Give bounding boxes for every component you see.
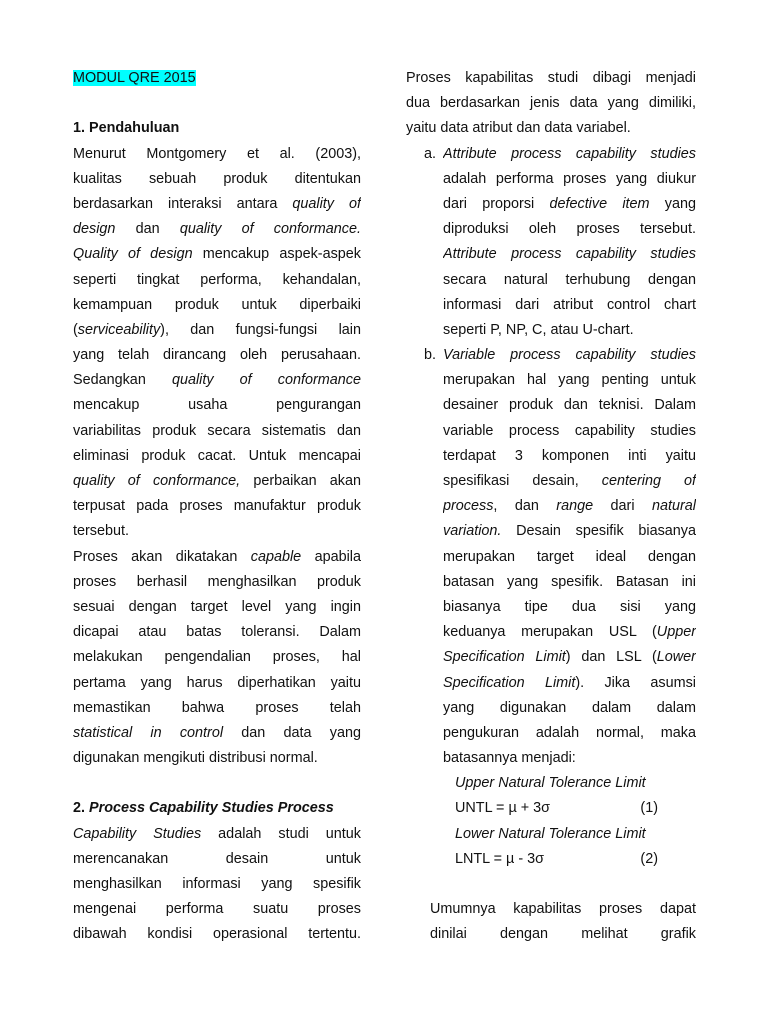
text-line: seperti P, NP, C, atau U-chart. xyxy=(443,321,634,338)
text-line: statistical in control dan data yang xyxy=(73,724,361,741)
italic-term: Specification Limit xyxy=(443,649,566,666)
text-line: Specification Limit). Jika asumsi xyxy=(443,674,696,691)
text-line: Umumnya kapabilitas proses dapat xyxy=(430,901,696,918)
italic-term: natural xyxy=(651,498,696,515)
italic-term: quality of conformance, xyxy=(73,473,241,489)
text-line: memastikan bahwa proses telah xyxy=(73,699,361,716)
text-line: dua berdasarkan jenis data yang dimiliki, xyxy=(406,95,696,112)
section2-heading-title: Process Capability Studies Process xyxy=(89,800,334,817)
section1-heading: 1. Pendahuluan xyxy=(73,120,180,137)
formula-1-number: (1) xyxy=(640,800,658,817)
text-line xyxy=(443,343,696,368)
text-line: variabilitas produk secara sistematis dan xyxy=(73,422,361,439)
italic-term: Quality of design xyxy=(73,246,193,263)
text-line: batasannya menjadi: xyxy=(443,750,576,767)
text-line: batasan yang spesifik. Batasan ini xyxy=(443,573,696,590)
text-line: dinilai dengan melihat grafik xyxy=(430,926,696,943)
italic-term: range xyxy=(556,498,594,515)
text-line: terdapat 3 komponen inti yaitu xyxy=(443,447,696,464)
italic-term: quality of xyxy=(292,195,361,212)
text-line: Proses akan dikatakan capable apabila xyxy=(73,548,361,565)
italic-term: Lower xyxy=(656,649,696,666)
left-column xyxy=(73,66,361,948)
text-line: eliminasi produk cacat. Untuk mencapai xyxy=(73,447,361,464)
formula-2 xyxy=(455,847,696,872)
italic-term: Variable process capability studies xyxy=(443,347,696,364)
text-line: dari proporsi defective item yang xyxy=(443,195,696,212)
text-line: adalah performa proses yang diukur xyxy=(443,170,696,187)
right-column xyxy=(406,66,696,948)
text-line: Sedangkan quality of conformance xyxy=(73,372,361,389)
list-item-a xyxy=(406,142,696,344)
text-line: seperti tingkat performa, kehandalan, xyxy=(73,271,361,288)
text-line: Proses kapabilitas studi dibagi menjadi xyxy=(406,70,696,86)
text-line: menghasilkan informasi yang spesifik xyxy=(73,876,361,892)
section2-heading xyxy=(73,796,361,821)
text-line: kualitas sebuah produk ditentukan xyxy=(73,170,361,187)
italic-term: capable xyxy=(250,548,302,565)
text-line xyxy=(443,242,696,267)
text-line: kemampuan produk untuk diperbaiki xyxy=(73,296,361,313)
formula-2-label: Lower Natural Tolerance Limit xyxy=(455,825,646,842)
text-line: Specification Limit) dan LSL (Lower xyxy=(443,649,696,666)
formula-1-expression: UNTL = µ + 3σ xyxy=(455,800,551,817)
text-line: pengukuran adalah normal, maka xyxy=(443,724,696,741)
italic-term: Specification Limit xyxy=(443,674,576,691)
text-line: diproduksi oleh proses tersebut. xyxy=(443,221,696,238)
text-line: Quality of design mencakup aspek-aspek xyxy=(73,246,361,263)
formula-2-expression: LNTL = µ - 3σ xyxy=(455,850,545,867)
text-line: pertama yang harus diperhatikan yaitu xyxy=(73,674,361,691)
text-line: variation. Desain spesifik biasanya xyxy=(443,523,696,540)
list-marker-b: b. xyxy=(424,347,437,364)
text-line: Capability Studies adalah studi untuk xyxy=(73,825,361,842)
italic-term: Capability Studies xyxy=(73,825,202,842)
text-line: digunakan mengikuti distribusi normal. xyxy=(73,750,318,767)
text-line: (serviceability), dan fungsi-fungsi lain xyxy=(73,321,361,338)
text-line: berdasarkan interaksi antara quality of xyxy=(73,195,361,212)
text-line: keduanya merupakan USL (Upper xyxy=(443,624,696,641)
italic-term: quality of conformance xyxy=(171,372,361,389)
text-line: merupakan hal yang penting untuk xyxy=(443,372,696,389)
module-label: MODUL QRE 2015 xyxy=(73,70,196,86)
italic-term: variation. xyxy=(443,523,502,540)
section2-body xyxy=(73,822,361,948)
text-line: dibawah kondisi operasional tertentu. xyxy=(73,926,361,943)
formula-2-number: (2) xyxy=(640,850,658,867)
formula-1-label: Upper Natural Tolerance Limit xyxy=(455,775,646,792)
text-line: mencakup usaha pengurangan xyxy=(73,397,361,414)
text-line: yang telah dirancang oleh perusahaan. xyxy=(73,347,361,364)
text-line: secara natural terhubung dengan xyxy=(443,271,696,288)
italic-term: centering of xyxy=(601,473,696,489)
text-line: tersebut. xyxy=(73,523,129,540)
text-line: process, dan range dari natural xyxy=(443,498,696,515)
italic-term: process xyxy=(443,498,494,515)
italic-term: statistical in control xyxy=(73,724,224,741)
text-line: sesuai dengan target level yang ingin xyxy=(73,598,361,615)
text-line: desainer produk dan teknisi. Dalam xyxy=(443,397,696,414)
italic-term: design xyxy=(73,221,116,238)
text-line: yaitu data atribut dan data variabel. xyxy=(406,120,631,137)
formula-1 xyxy=(455,796,696,821)
list-item-a-body xyxy=(406,142,696,344)
section2-heading-number: 2. xyxy=(73,800,86,817)
italic-term: Upper xyxy=(656,624,696,641)
italic-term: defective item xyxy=(549,195,650,212)
italic-term: serviceability xyxy=(77,321,161,338)
text-line: biasanya tipe dua sisi yang xyxy=(443,598,696,615)
list-item-b xyxy=(406,343,696,771)
intro-paragraph xyxy=(406,66,696,142)
italic-term: Attribute process capability studies xyxy=(443,145,696,162)
section1-body xyxy=(73,142,361,772)
text-line xyxy=(443,142,696,167)
text-line: spesifikasi desain, centering of xyxy=(443,473,696,489)
text-line: variable process capability studies xyxy=(443,422,696,439)
text-line: design dan quality of conformance. xyxy=(73,221,361,238)
text-line: Menurut Montgomery et al. (2003), xyxy=(73,145,361,162)
italic-term: quality of conformance. xyxy=(179,221,361,238)
text-line: proses berhasil menghasilkan produk xyxy=(73,573,361,590)
text-line: terpusat pada proses manufaktur produk xyxy=(73,498,361,515)
text-line: merencanakan desain untuk xyxy=(73,850,361,867)
text-line: mengenai performa suatu proses xyxy=(73,901,361,918)
text-line: merupakan target ideal dengan xyxy=(443,548,696,565)
closing-paragraph xyxy=(406,897,696,947)
list-marker-a: a. xyxy=(424,145,437,162)
text-line: yang digunakan dalam dalam xyxy=(443,699,696,716)
text-line: quality of conformance, perbaikan akan xyxy=(73,473,361,489)
list-item-b-body xyxy=(406,343,696,771)
formula-block xyxy=(406,771,696,872)
text-line: dicapai atau batas toleransi. Dalam xyxy=(73,624,361,641)
text-line: melakukan pengendalian proses, hal xyxy=(73,649,361,666)
italic-term: Attribute process capability studies xyxy=(443,246,696,263)
text-line: informasi dari atribut control chart xyxy=(443,296,696,313)
